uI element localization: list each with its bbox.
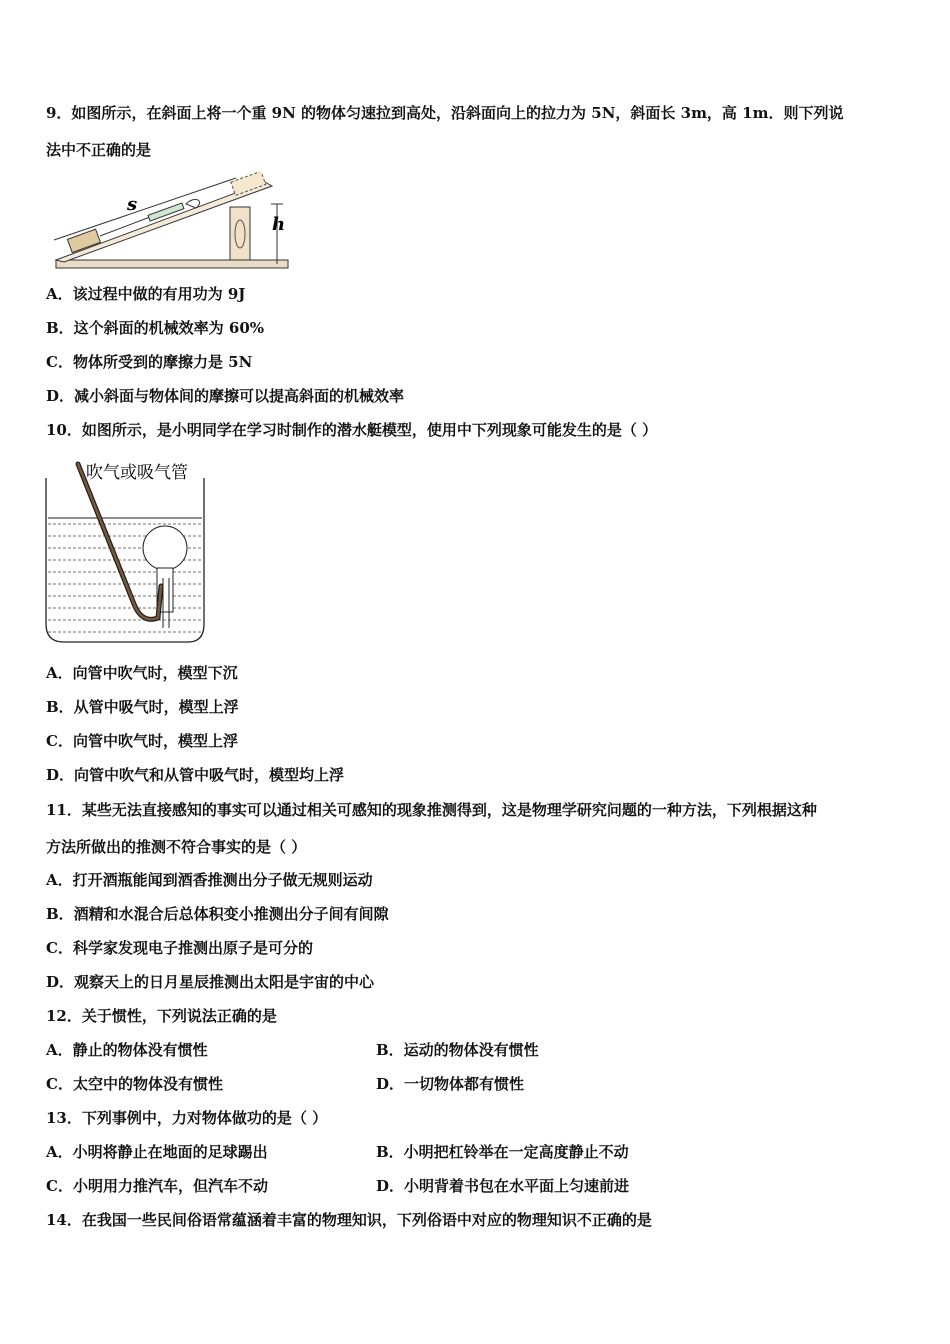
q11-stem-line1: 11．某些无法直接感知的事实可以通过相关可感知的现象推测得到，这是物理学研究问题的一种方法，下列根据这种: [46, 801, 817, 819]
q9-stem-line1: 9．如图所示，在斜面上将一个重 9N 的物体匀速拉到高处，沿斜面向上的拉力为 5N，斜面长 3m，高 1m．则下列说: [46, 104, 844, 122]
incline-figure: [40, 172, 300, 276]
incline-s-label: s: [127, 194, 138, 215]
q9-option-b: B．这个斜面的机械效率为 60%: [46, 319, 265, 337]
q13-option-a: A．小明将静止在地面的足球踢出: [46, 1143, 268, 1161]
q13-option-d: D．小明背着书包在水平面上匀速前进: [376, 1177, 630, 1195]
q14-stem: 14．在我国一些民间俗语常蕴涵着丰富的物理知识，下列俗语中对应的物理知识不正确的是: [46, 1211, 652, 1229]
q10-option-d: D．向管中吹气和从管中吸气时，模型均上浮: [46, 766, 345, 784]
q9-option-a: A．该过程中做的有用功为 9J: [46, 285, 246, 303]
q12-option-c: C．太空中的物体没有惯性: [46, 1075, 223, 1093]
q13-option-b: B．小明把杠铃举在一定高度静止不动: [376, 1143, 629, 1161]
q11-stem-line2: 方法所做出的推测不符合事实的是（ ）: [46, 838, 307, 856]
q13-stem: 13．下列事例中，力对物体做功的是（ ）: [46, 1109, 328, 1127]
q12-option-b: B．运动的物体没有惯性: [376, 1041, 539, 1059]
q9-option-c: C．物体所受到的摩擦力是 5N: [46, 353, 253, 371]
q11-option-a: A．打开酒瓶能闻到酒香推测出分子做无规则运动: [46, 871, 373, 889]
q12-option-d: D．一切物体都有惯性: [376, 1075, 525, 1093]
q12-stem: 12．关于惯性，下列说法正确的是: [46, 1007, 277, 1025]
q9-option-d: D．减小斜面与物体间的摩擦可以提高斜面的机械效率: [46, 387, 405, 405]
q10-option-a: A．向管中吹气时，模型下沉: [46, 664, 238, 682]
q11-option-d: D．观察天上的日月星辰推测出太阳是宇宙的中心: [46, 973, 375, 991]
tube-label: 吹气或吸气管: [86, 463, 188, 483]
q11-option-b: B．酒精和水混合后总体积变小推测出分子间有间隙: [46, 905, 389, 923]
q11-option-c: C．科学家发现电子推测出原子是可分的: [46, 939, 313, 957]
q9-stem-line2: 法中不正确的是: [46, 141, 152, 159]
q10-option-c: C．向管中吹气时，模型上浮: [46, 732, 238, 750]
q10-stem: 10．如图所示，是小明同学在学习时制作的潜水艇模型，使用中下列现象可能发生的是（ ）: [46, 421, 658, 439]
submarine-figure: [42, 458, 212, 646]
q13-option-c: C．小明用力推汽车，但汽车不动: [46, 1177, 268, 1195]
incline-h-label: h: [272, 214, 286, 235]
q12-option-a: A．静止的物体没有惯性: [46, 1041, 208, 1059]
q10-option-b: B．从管中吸气时，模型上浮: [46, 698, 239, 716]
